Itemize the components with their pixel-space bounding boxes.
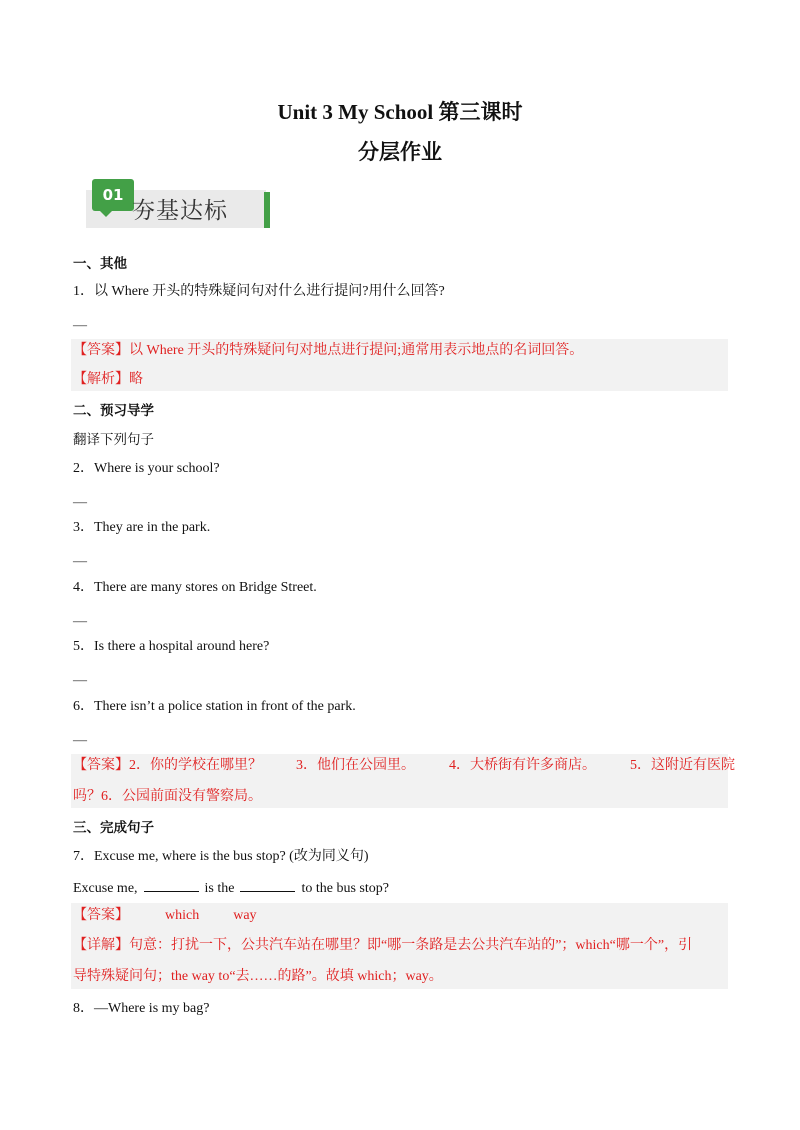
question-3: 3．They are in the park.: [73, 520, 211, 535]
answer-translate-line-2: 吗？6．公园前面没有警察局。: [73, 789, 262, 804]
answer-7-word-2: way: [233, 908, 257, 923]
section-heading-3: 三、完成句子: [73, 820, 154, 836]
answer-7-prefix: 【答案】: [73, 908, 129, 923]
answer-dash-1: —: [73, 318, 87, 333]
question-6: 6．There isn’t a police station in front of the park.: [73, 699, 356, 714]
page-subtitle: 分层作业: [358, 140, 442, 164]
fill-part-2: is the: [204, 881, 235, 896]
detail-7-line-1: 【详解】句意：打扰一下，公共汽车站在哪里？即“哪一条路是去公共汽车站的”；which“哪一个”，引: [73, 938, 693, 953]
analysis-1: 【解析】略: [73, 372, 143, 387]
section-2-instruction: 翻译下列句子: [73, 432, 154, 448]
answer-dash-2: —: [73, 495, 87, 510]
section-badge: [84, 176, 274, 228]
question-7-fill: [73, 877, 389, 899]
answer-2: 2．你的学校在哪里？: [129, 758, 262, 773]
page-title: Unit 3 My School 第三课时: [277, 100, 523, 124]
answer-dash-5: —: [73, 673, 87, 688]
answer-box-1: [71, 339, 728, 391]
fill-blank-2[interactable]: [240, 877, 295, 892]
detail-7-line-2: 导特殊疑问句；the way to“去……的路”。故填 which；way。: [73, 969, 443, 984]
section-heading-2: 二、预习导学: [73, 403, 154, 419]
question-8: 8．—Where is my bag?: [73, 1001, 210, 1016]
answer-3: 3．他们在公园里。: [296, 758, 415, 773]
answer-4: 4．大桥街有许多商店。: [449, 758, 596, 773]
fill-blank-1[interactable]: [144, 877, 199, 892]
answer-7: [73, 906, 257, 926]
question-1: 1．以 Where 开头的特殊疑问句对什么进行提问?用什么回答?: [73, 284, 445, 299]
answer-dash-4: —: [73, 614, 87, 629]
badge-number: 01: [92, 179, 134, 211]
question-5: 5．Is there a hospital around here?: [73, 639, 270, 654]
fill-part-1: Excuse me,: [73, 881, 138, 896]
badge-tail-icon: [98, 209, 114, 217]
answer-5: 5．这附近有医院: [630, 758, 735, 773]
question-2: 2．Where is your school?: [73, 461, 220, 476]
question-4: 4．There are many stores on Bridge Street.: [73, 580, 317, 595]
fill-part-3: to the bus stop?: [301, 881, 389, 896]
answer-box-2: [71, 754, 735, 808]
question-7: 7．Excuse me, where is the bus stop? (改为同义句): [73, 849, 369, 864]
answer-dash-6: —: [73, 733, 87, 748]
answer-translate-line-1: [73, 756, 735, 776]
answer-prefix: 【答案】: [73, 758, 129, 773]
answer-1: 【答案】以 Where 开头的特殊疑问句对地点进行提问;通常用表示地点的名词回答。: [73, 343, 584, 358]
answer-7-word-1: which: [165, 908, 200, 923]
section-heading-1: 一、其他: [73, 256, 127, 272]
badge-label: 夯基达标: [132, 198, 228, 224]
badge-bar: [264, 192, 270, 228]
answer-box-3: [71, 903, 728, 989]
answer-dash-3: —: [73, 554, 87, 569]
